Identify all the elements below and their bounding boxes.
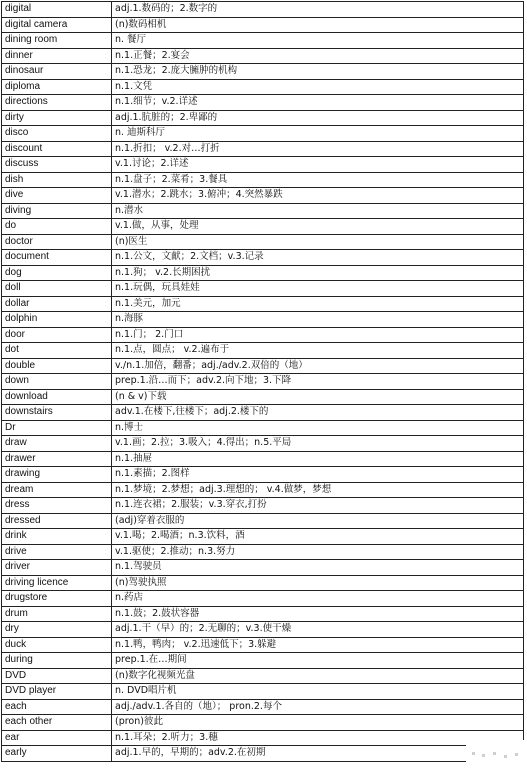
table-row (2, 126, 524, 142)
word-cell: diving (2, 203, 112, 219)
word-cell: dining room (2, 33, 112, 49)
word-cell: drink (2, 529, 112, 545)
table-row (2, 110, 524, 126)
table-row (2, 188, 524, 204)
word-cell: dive (2, 188, 112, 204)
definition-cell: adj./adv.1.各自的（地）； pron.2.每个 (112, 699, 524, 715)
definition-cell: adv.1.在楼下,往楼下；adj.2.楼下的 (112, 405, 524, 421)
table-row (2, 513, 524, 529)
word-cell: document (2, 250, 112, 266)
definition-cell: v.1.讨论；2.详述 (112, 157, 524, 173)
table-row (2, 17, 524, 33)
word-cell: dot (2, 343, 112, 359)
definition-cell: n.1.梦境；2.梦想；adj.3.理想的； v.4.做梦，梦想 (112, 482, 524, 498)
definition-cell: n. 餐厅 (112, 33, 524, 49)
definition-cell: n.1.正餐；2.宴会 (112, 48, 524, 64)
word-cell: driver (2, 560, 112, 576)
word-cell: discuss (2, 157, 112, 173)
table-row (2, 622, 524, 638)
table-row (2, 498, 524, 514)
word-cell: directions (2, 95, 112, 111)
table-row (2, 684, 524, 700)
word-cell: dolphin (2, 312, 112, 328)
word-cell: digital (2, 2, 112, 18)
word-cell: dry (2, 622, 112, 638)
definition-cell: v.1.做，从事，处理 (112, 219, 524, 235)
word-cell: dressed (2, 513, 112, 529)
table-row (2, 33, 524, 49)
word-cell: double (2, 358, 112, 374)
definition-cell: (n & v)下载 (112, 389, 524, 405)
definition-cell: n. 迪斯科厅 (112, 126, 524, 142)
table-row (2, 575, 524, 591)
definition-cell: n.药店 (112, 591, 524, 607)
word-cell: duck (2, 637, 112, 653)
definition-cell: n.1.点，圆点； v.2.遍布于 (112, 343, 524, 359)
table-row (2, 64, 524, 80)
word-cell: dinosaur (2, 64, 112, 80)
definition-cell: (n)驾驶执照 (112, 575, 524, 591)
definition-cell: (pron)彼此 (112, 715, 524, 731)
table-row (2, 250, 524, 266)
table-row (2, 637, 524, 653)
word-cell: draw (2, 436, 112, 452)
definition-cell: n.1.鼓；2.鼓状容器 (112, 606, 524, 622)
word-cell: dream (2, 482, 112, 498)
table-row (2, 715, 524, 731)
word-cell: download (2, 389, 112, 405)
word-cell: ear (2, 730, 112, 746)
word-cell: dress (2, 498, 112, 514)
definition-cell: n.1.鸭，鸭肉； v.2.迅速低下；3.躲避 (112, 637, 524, 653)
table-row (2, 606, 524, 622)
table-row (2, 699, 524, 715)
definition-cell: n.1.文凭 (112, 79, 524, 95)
word-cell: early (2, 746, 112, 762)
word-cell: each (2, 699, 112, 715)
definition-cell: n.1.盘子；2.菜肴；3.餐具 (112, 172, 524, 188)
definition-cell: v.1.驱使；2.推动；n.3.努力 (112, 544, 524, 560)
definition-cell: prep.1.在…期间 (112, 653, 524, 669)
table-row (2, 327, 524, 343)
table-row (2, 281, 524, 297)
definition-cell: n.潜水 (112, 203, 524, 219)
table-row (2, 296, 524, 312)
table-row (2, 312, 524, 328)
definition-cell: v.1.喝；2.喝酒；n.3.饮料，酒 (112, 529, 524, 545)
table-row (2, 48, 524, 64)
table-row (2, 389, 524, 405)
definition-cell: adj.1.数码的；2.数字的 (112, 2, 524, 18)
table-row (2, 358, 524, 374)
table-row (2, 265, 524, 281)
definition-cell: n.1.美元，加元 (112, 296, 524, 312)
table-row (2, 374, 524, 390)
word-cell: dinner (2, 48, 112, 64)
word-cell: driving licence (2, 575, 112, 591)
word-cell: during (2, 653, 112, 669)
definition-cell: n.1.玩偶，玩具娃娃 (112, 281, 524, 297)
word-cell: drugstore (2, 591, 112, 607)
word-cell: drawing (2, 467, 112, 483)
table-row (2, 668, 524, 684)
definition-cell: n.1.折扣； v.2.对…打折 (112, 141, 524, 157)
definition-cell: v./n.1.加倍，翻番；adj./adv.2.双倍的（地） (112, 358, 524, 374)
table-row (2, 653, 524, 669)
definition-cell: n.1.门； 2.门口 (112, 327, 524, 343)
table-row (2, 529, 524, 545)
table-row (2, 219, 524, 235)
table-row (2, 467, 524, 483)
table-row (2, 95, 524, 111)
definition-cell: (n)医生 (112, 234, 524, 250)
word-cell: dirty (2, 110, 112, 126)
definition-cell: adj.1.干（早）的；2.无聊的；v.3.使干燥 (112, 622, 524, 638)
definition-cell: (n)数字化视频光盘 (112, 668, 524, 684)
word-cell: dollar (2, 296, 112, 312)
definition-cell: n.1.素描；2.图样 (112, 467, 524, 483)
definition-cell: n.1.连衣裙；2.服装；v.3.穿衣,打扮 (112, 498, 524, 514)
table-row (2, 157, 524, 173)
word-cell: DVD player (2, 684, 112, 700)
definition-cell: n.1.驾驶员 (112, 560, 524, 576)
word-cell: diploma (2, 79, 112, 95)
definition-cell: n.1.抽屉 (112, 451, 524, 467)
definition-cell: n.海豚 (112, 312, 524, 328)
definition-cell: (adj)穿着衣服的 (112, 513, 524, 529)
definition-cell: n.博士 (112, 420, 524, 436)
definition-cell: n.1.耳朵；2.听力；3.穗 (112, 730, 524, 746)
table-row (2, 343, 524, 359)
table-row (2, 591, 524, 607)
table-row (2, 79, 524, 95)
table-row (2, 141, 524, 157)
word-cell: dog (2, 265, 112, 281)
definition-cell: v.1.潜水；2.跳水；3.俯冲；4.突然暴跌 (112, 188, 524, 204)
table-row (2, 234, 524, 250)
definition-cell: n.1.狗； v.2.长期困扰 (112, 265, 524, 281)
definition-cell: (n)数码相机 (112, 17, 524, 33)
table-row (2, 405, 524, 421)
table-row (2, 746, 524, 762)
table-row (2, 2, 524, 18)
word-cell: drive (2, 544, 112, 560)
table-row (2, 203, 524, 219)
table-row (2, 172, 524, 188)
word-cell: drum (2, 606, 112, 622)
word-cell: dish (2, 172, 112, 188)
table-row (2, 420, 524, 436)
definition-cell: prep.1.沿…而下；adv.2.向下地；3.下降 (112, 374, 524, 390)
word-cell: disco (2, 126, 112, 142)
watermark-mark (466, 740, 524, 768)
table-row (2, 436, 524, 452)
word-cell: down (2, 374, 112, 390)
definition-cell: n.1.细节；v.2.详述 (112, 95, 524, 111)
definition-cell: adj.1.肮脏的；2.卑鄙的 (112, 110, 524, 126)
word-cell: do (2, 219, 112, 235)
word-cell: downstairs (2, 405, 112, 421)
definition-cell: v.1.画；2.拉；3.吸入；4.得出；n.5.平局 (112, 436, 524, 452)
word-cell: drawer (2, 451, 112, 467)
table-row (2, 451, 524, 467)
definition-cell: n.1.公文，文献；2.文档；v.3.记录 (112, 250, 524, 266)
definition-cell: n.1.恐龙；2.庞大臃肿的机构 (112, 64, 524, 80)
table-row (2, 560, 524, 576)
word-cell: door (2, 327, 112, 343)
vocabulary-table-body (2, 2, 524, 762)
word-cell: DVD (2, 668, 112, 684)
word-cell: each other (2, 715, 112, 731)
table-row (2, 482, 524, 498)
word-cell: digital camera (2, 17, 112, 33)
definition-cell: adj.1.早的，早期的；adv.2.在初期 (112, 746, 524, 762)
table-row (2, 730, 524, 746)
word-cell: doll (2, 281, 112, 297)
word-cell: Dr (2, 420, 112, 436)
vocabulary-table (1, 1, 524, 762)
word-cell: discount (2, 141, 112, 157)
word-cell: doctor (2, 234, 112, 250)
table-row (2, 544, 524, 560)
definition-cell: n. DVD唱片机 (112, 684, 524, 700)
